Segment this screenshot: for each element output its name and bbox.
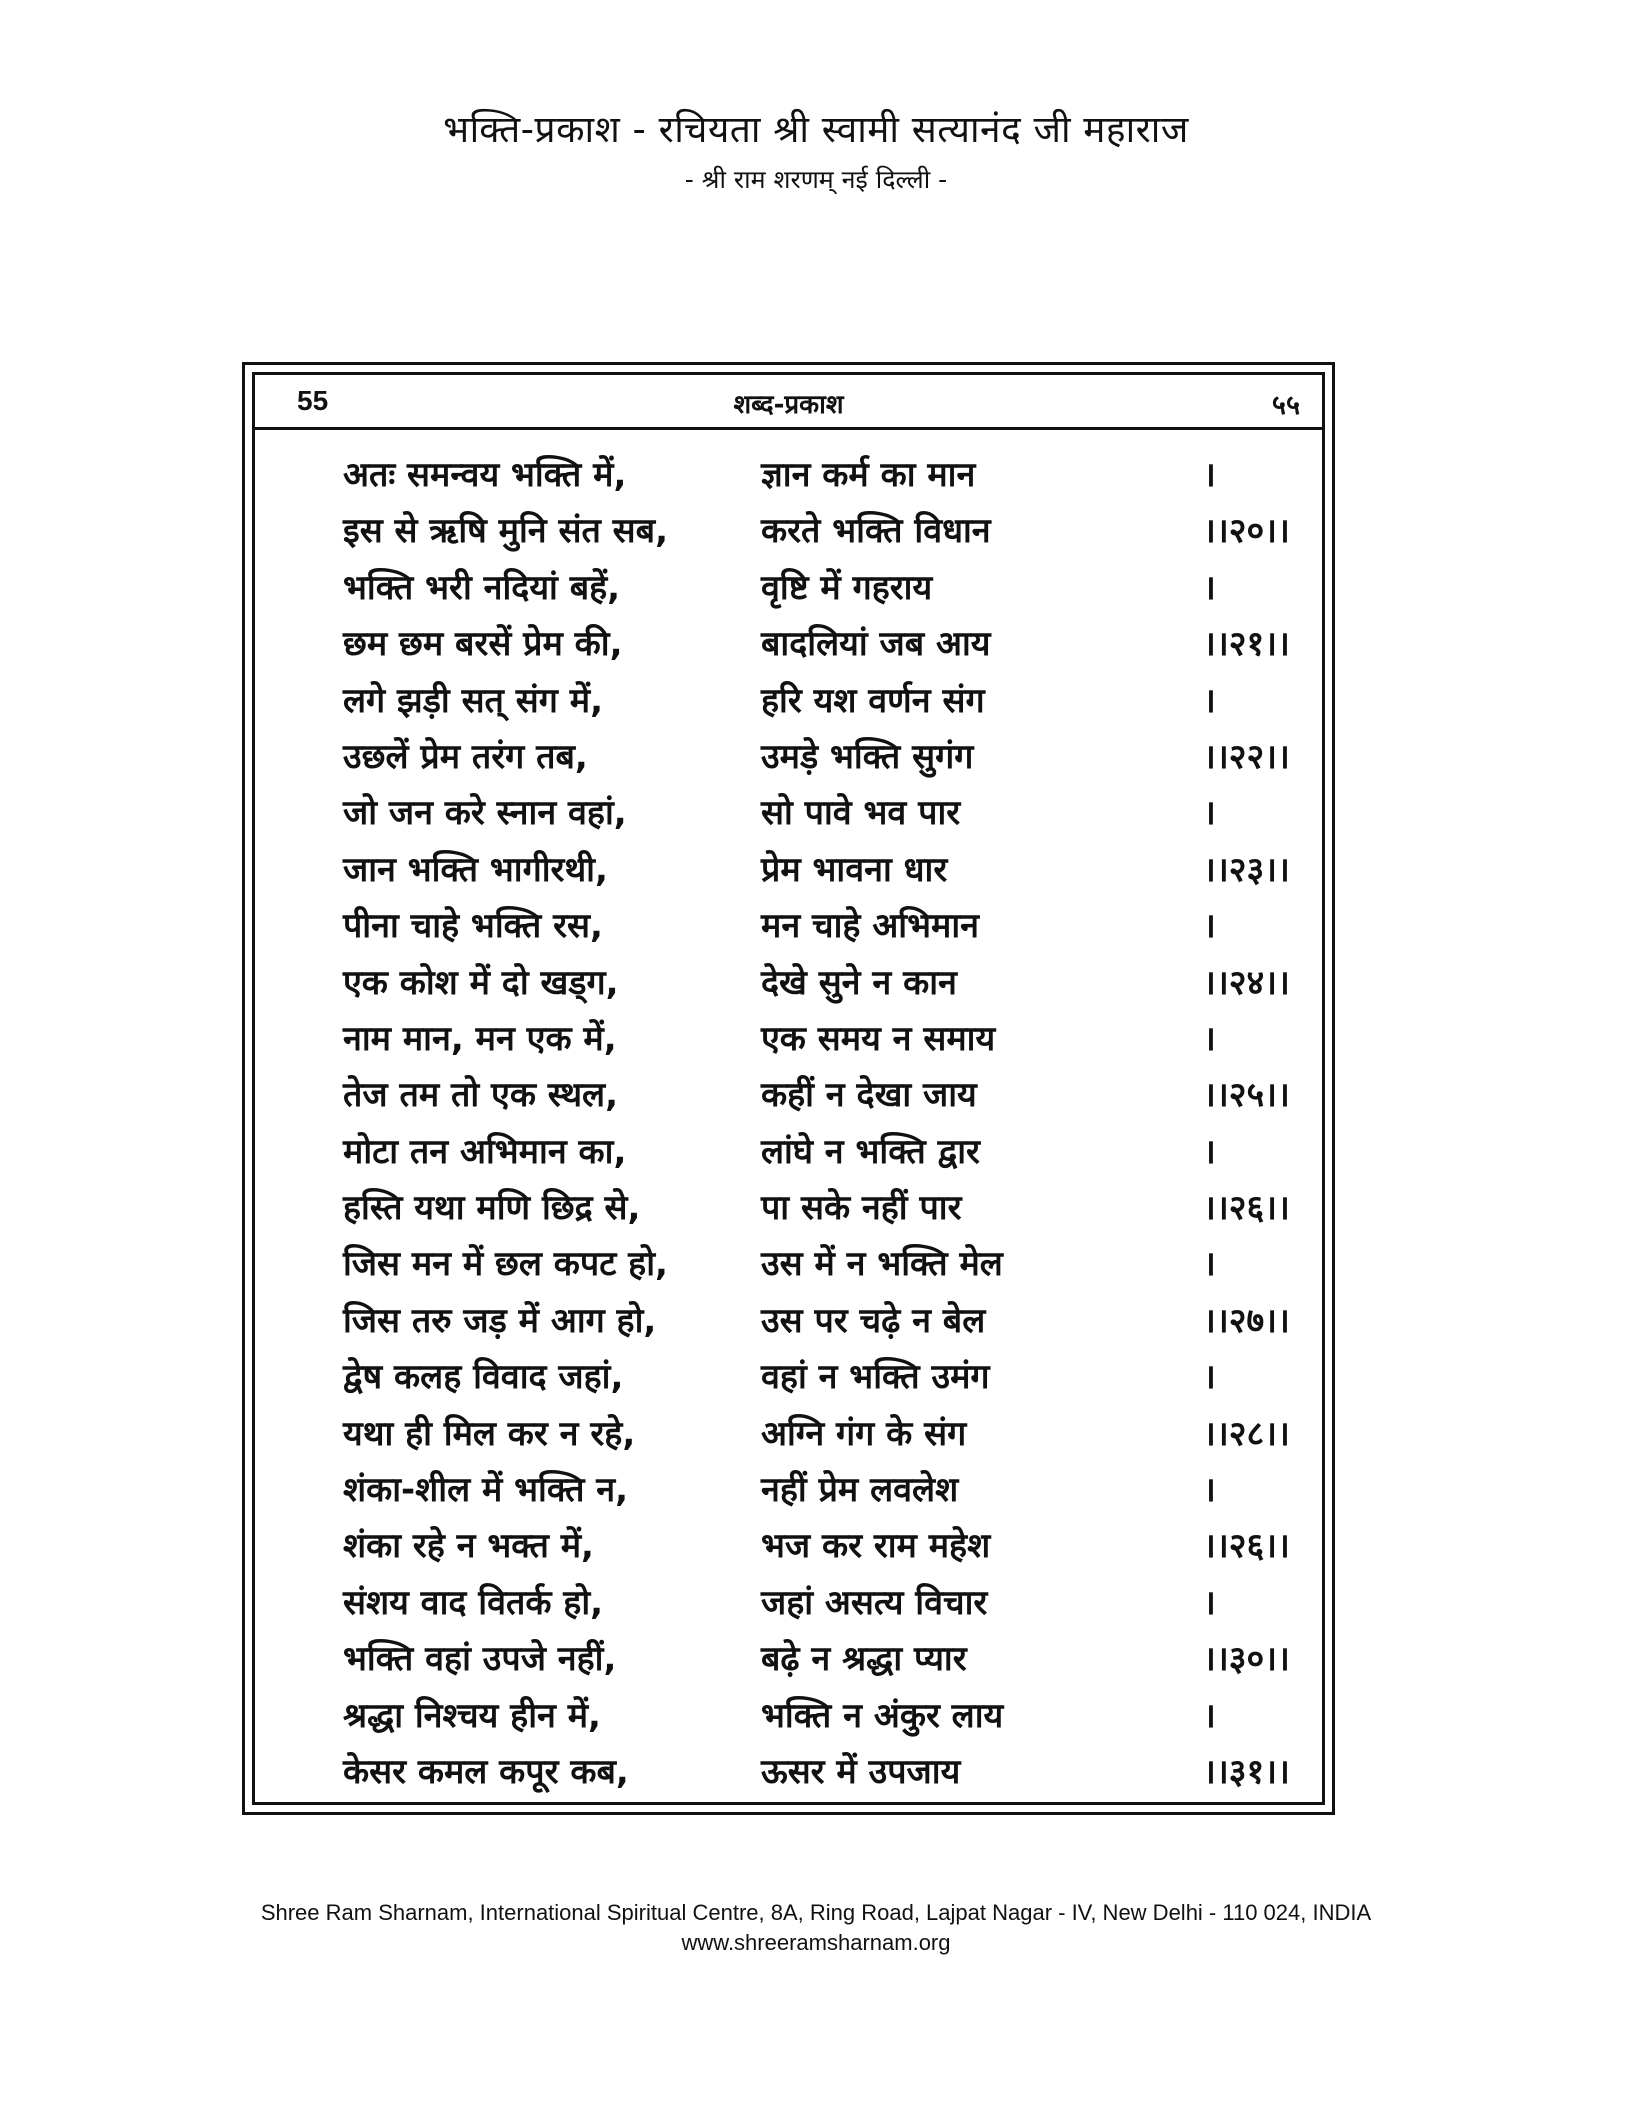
verse-first-half: तेज तम तो एक स्थल, (343, 1075, 619, 1116)
verse-line (343, 785, 1273, 841)
verse-mark: । (1203, 1695, 1216, 1736)
verse-mark: ।।२०।। (1203, 511, 1290, 552)
verse-first-half: अतः समन्वय भक्ति में, (343, 455, 627, 495)
verse-second-half: वहां न भक्ति उमंग (761, 1357, 990, 1398)
verse-second-half: कहीं न देखा जाय (761, 1075, 977, 1116)
verse-line (343, 1349, 1273, 1405)
verse-second-half: बादलियां जब आय (761, 624, 991, 665)
verse-line (343, 1011, 1273, 1067)
verse-mark: । (1203, 1582, 1216, 1623)
verse-first-half: संशय वाद वितर्क हो, (343, 1582, 604, 1623)
verse-mark: । (1203, 906, 1216, 947)
verse-second-half: एक समय न समाय (761, 1018, 996, 1059)
verse-mark: ।।२६।। (1203, 1188, 1290, 1229)
verse-line (343, 1124, 1273, 1180)
verse-first-half: शंका-शील में भक्ति न, (343, 1470, 629, 1511)
verse-second-half: भज कर राम महेश (761, 1526, 991, 1567)
verse-mark: ।।२३।। (1203, 849, 1290, 890)
verse-mark: । (1203, 1470, 1216, 1511)
verse-list (343, 447, 1290, 1800)
verse-mark: । (1203, 1018, 1216, 1059)
verse-second-half: ऊसर में उपजाय (761, 1751, 961, 1792)
verse-second-half: बढ़े न श्रद्धा प्यार (761, 1639, 967, 1680)
verse-second-half: भक्ति न अंकुर लाय (761, 1695, 1004, 1736)
verse-first-half: मोटा तन अभिमान का, (343, 1131, 627, 1172)
verse-first-half: यथा ही मिल कर न रहे, (343, 1413, 636, 1454)
verse-first-half: हस्ति यथा मणि छिद्र से, (343, 1188, 641, 1229)
verse-second-half: नहीं प्रेम लवलेश (761, 1470, 959, 1511)
verse-second-half: अग्नि गंग के संग (761, 1413, 967, 1454)
verse-line (343, 673, 1273, 729)
verse-line (343, 1518, 1290, 1574)
footer-address: Shree Ram Sharnam, International Spiritual Centre, 8A, Ring Road, Lajpat Nagar - IV, New Delhi - 110 024, INDIA (260, 1900, 1372, 1925)
verse-mark: । (1203, 455, 1216, 495)
verse-mark: । (1203, 1244, 1216, 1285)
verse-mark: ।।२८।। (1203, 1413, 1290, 1454)
verse-second-half: देखे सुने न कान (761, 962, 957, 1003)
verse-line (343, 729, 1290, 785)
page-frame-inner (252, 372, 1325, 1805)
page-header (255, 375, 1322, 430)
verse-mark: ।।३१।। (1203, 1751, 1290, 1792)
verse-line (343, 1406, 1290, 1462)
verse-mark: । (1203, 1131, 1216, 1172)
verse-line (343, 1575, 1273, 1631)
verse-first-half: लगे झड़ी सत् संग में, (343, 680, 603, 721)
verse-line (343, 1180, 1290, 1236)
verse-first-half: छम छम बरसें प्रेम की, (343, 624, 623, 665)
verse-second-half: उस में न भक्ति मेल (761, 1244, 1003, 1285)
verse-line (343, 898, 1273, 954)
verse-second-half: ज्ञान कर्म का मान (761, 455, 976, 495)
verse-first-half: जान भक्ति भागीरथी, (343, 849, 608, 890)
footer-website: www.shreeramsharnam.org (681, 1930, 951, 1955)
verse-second-half: उमड़े भक्ति सुगंग (761, 736, 974, 777)
verse-mark: ।।२४।। (1203, 962, 1290, 1003)
verse-first-half: शंका रहे न भक्त में, (343, 1526, 594, 1567)
document-subtitle: - श्री राम शरणम् नई दिल्ली - (684, 165, 948, 194)
verse-line (343, 616, 1290, 672)
verse-mark: । (1203, 1357, 1216, 1398)
verse-second-half: सो पावे भव पार (761, 793, 961, 834)
verse-second-half: प्रेम भावना धार (761, 849, 948, 890)
verse-second-half: वृष्टि में गहराय (761, 567, 933, 608)
verse-line (343, 842, 1290, 898)
verse-first-half: पीना चाहे भक्ति रस, (343, 906, 603, 947)
verse-line (343, 955, 1290, 1011)
verse-mark: ।।२७।। (1203, 1300, 1290, 1341)
verse-first-half: उछलें प्रेम तरंग तब, (343, 736, 588, 777)
verse-second-half: जहां असत्य विचार (761, 1582, 988, 1623)
page-frame (242, 362, 1335, 1815)
verse-line (343, 1688, 1273, 1744)
verse-first-half: इस से ऋषि मुनि संत सब, (343, 511, 668, 552)
verse-first-half: नाम मान, मन एक में, (343, 1018, 617, 1059)
page-number-devanagari: ५५ (1271, 390, 1300, 421)
verse-second-half: उस पर चढ़े न बेल (761, 1300, 986, 1341)
verse-line (343, 1462, 1273, 1518)
verse-line (343, 447, 1273, 503)
verse-first-half: जो जन करे स्नान वहां, (343, 793, 627, 834)
verse-line (343, 560, 1273, 616)
verse-mark: ।।२१।। (1203, 624, 1290, 665)
verse-line (343, 1744, 1290, 1800)
verse-mark: ।।२५।। (1203, 1075, 1290, 1116)
verse-first-half: केसर कमल कपूर कब, (343, 1751, 629, 1792)
verse-second-half: लांघे न भक्ति द्वार (761, 1131, 980, 1172)
verse-line (343, 1067, 1290, 1123)
verse-first-half: श्रद्धा निश्चय हीन में, (343, 1695, 601, 1736)
verse-mark: । (1203, 680, 1216, 721)
verse-second-half: मन चाहे अभिमान (761, 906, 980, 947)
verse-mark: ।।२६।। (1203, 1526, 1290, 1567)
verse-line (343, 1631, 1290, 1687)
page-number-latin: 55 (297, 385, 329, 416)
verse-mark: ।।३०।। (1203, 1639, 1290, 1680)
verse-first-half: भक्ति वहां उपजे नहीं, (343, 1639, 617, 1680)
verse-first-half: भक्ति भरी नदियां बहें, (343, 567, 621, 608)
verse-first-half: द्वेष कलह विवाद जहां, (343, 1357, 624, 1398)
verse-line (343, 1293, 1290, 1349)
verse-first-half: एक कोश में दो खड्ग, (343, 962, 619, 1003)
verse-second-half: हरि यश वर्णन संग (761, 680, 985, 721)
verse-mark: ।।२२।। (1203, 736, 1290, 777)
verse-second-half: पा सके नहीं पार (761, 1188, 962, 1229)
verse-second-half: करते भक्ति विधान (761, 511, 991, 552)
verse-line (343, 1236, 1273, 1292)
verse-line (343, 503, 1290, 559)
verse-first-half: जिस मन में छल कपट हो, (343, 1244, 668, 1285)
document-title: भक्ति-प्रकाश - रचियता श्री स्वामी सत्यानंद जी महाराज (443, 108, 1189, 151)
verse-mark: । (1203, 567, 1216, 608)
section-title: शब्द-प्रकाश (733, 390, 844, 420)
verse-first-half: जिस तरु जड़ में आग हो, (343, 1300, 657, 1341)
verse-mark: । (1203, 793, 1216, 834)
